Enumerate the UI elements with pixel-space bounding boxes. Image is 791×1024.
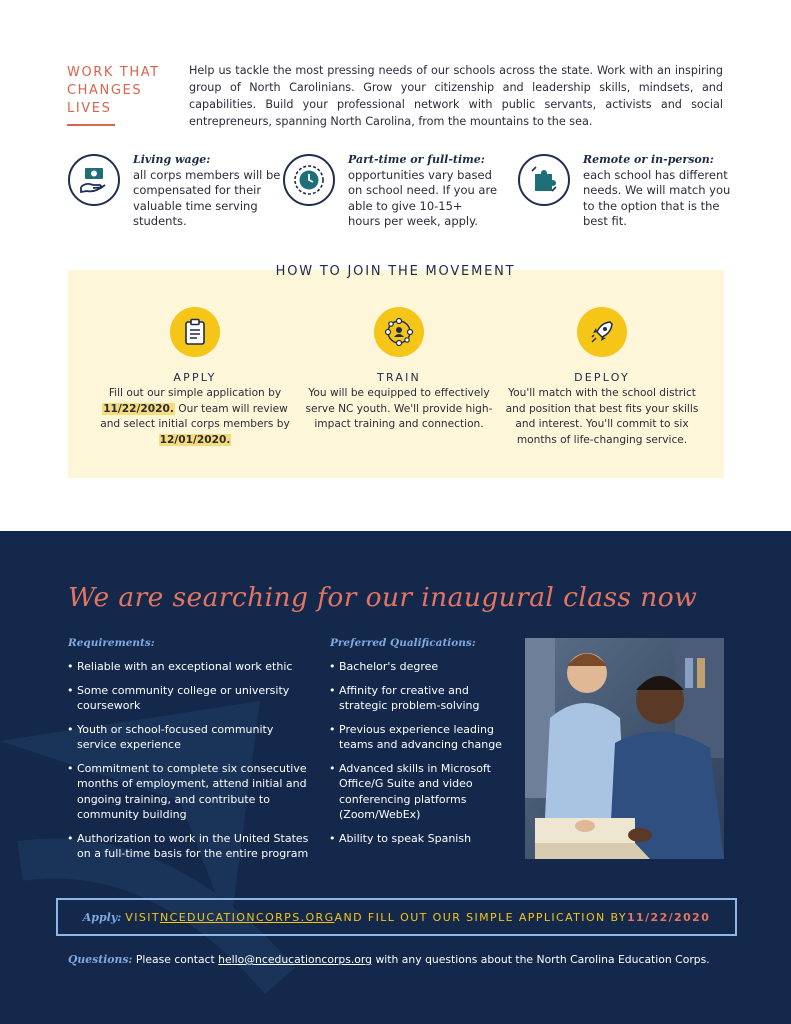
list-item: • Authorization to work in the United States on a full-time basis for the entire program [67, 831, 312, 862]
preferred-title: Preferred Qualifications: [330, 637, 476, 649]
list-item: • Advanced skills in Microsoft Office/G Suite and video conferencing platforms (Zoom/WebEx) [329, 761, 509, 823]
puzzle-icon [518, 154, 570, 206]
step-train [299, 307, 499, 433]
feature-title: Remote or in-person: [583, 153, 714, 166]
feature-title: Living wage: [133, 153, 211, 166]
preferred-list [329, 659, 509, 854]
heading-line: LIVES [67, 101, 112, 116]
network-icon [374, 307, 424, 357]
email-link[interactable]: hello@nceducationcorps.org [218, 953, 373, 966]
feature-text [348, 152, 498, 230]
cta-label: Apply: [82, 910, 122, 924]
step-text: Fill out our simple application by [108, 387, 282, 399]
requirements-list [67, 659, 312, 870]
step-title: TRAIN [377, 371, 421, 384]
feature-remote [518, 152, 733, 234]
step-description: You'll match with the school district and position that best fits your skills and interest. You'll commit to six months of life-changing service. [505, 387, 699, 446]
recruit-headline: We are searching for our inaugural class now [68, 582, 698, 613]
questions-label: Questions: [68, 953, 133, 966]
step-description [95, 386, 295, 448]
feature-description: all corps members will be compensated for their valuable time serving students. [133, 167, 281, 228]
step-apply [95, 307, 295, 448]
list-item: • Youth or school-focused community service experience [67, 722, 312, 753]
step-title: DEPLOY [574, 371, 630, 384]
heading-underline [67, 124, 115, 126]
questions-text: Please contact [132, 953, 219, 966]
feature-description: opportunities vary based on school need. If you are able to give 10-15+ hours per week, apply. [348, 167, 498, 228]
list-item: • Some community college or university coursework [67, 683, 312, 714]
list-item: • Ability to speak Spanish [329, 831, 509, 847]
questions-line [68, 953, 728, 966]
step-title: APPLY [173, 371, 217, 384]
cta-deadline: 11/22/2020 [627, 910, 711, 924]
feature-living-wage [68, 152, 283, 234]
heading-line: WORK THAT [67, 65, 160, 80]
feature-part-time [283, 152, 498, 234]
list-item: • Affinity for creative and strategic problem-solving [329, 683, 509, 714]
rocket-icon [577, 307, 627, 357]
feature-text [583, 152, 733, 230]
list-item: • Reliable with an exceptional work ethic [67, 659, 312, 675]
list-item: • Bachelor's degree [329, 659, 509, 675]
money-hand-icon [68, 154, 120, 206]
questions-text: with any questions about the North Carolina Education Corps. [372, 953, 710, 966]
apply-cta-box [56, 898, 737, 936]
step-deploy [502, 307, 702, 448]
heading-line: CHANGES [67, 83, 143, 98]
selection-date: 12/01/2020. [159, 433, 231, 446]
step-description: You will be equipped to effectively serve NC youth. We'll provide high-impact training and connection. [305, 387, 493, 430]
step-text: Our team will review and select initial corps members by [100, 402, 290, 430]
feature-description: each school has different needs. We will match you to the option that is the best fit. [583, 167, 731, 228]
list-item: • Commitment to complete six consecutive months of employment, attend initial and ongoing training, and contribute to community building [67, 761, 312, 823]
cta-text: VISIT [125, 910, 160, 924]
intro-paragraph: Help us tackle the most pressing needs of our schools across the state. Work with an inspiring group of North Carolinians. Grow your citizenship and leadership skills, mindsets, and capabilities. Build your professional network with public servants, activists and social entrepreneurs, spanning North Carolina, from the mountains to the sea. [189, 64, 723, 128]
feature-text [133, 152, 283, 230]
section-heading [67, 64, 177, 118]
feature-title: Part-time or full-time: [348, 153, 485, 166]
requirements-title: Requirements: [68, 637, 155, 649]
list-item: • Previous experience leading teams and advancing change [329, 722, 509, 753]
apply-deadline: 11/22/2020. [103, 402, 174, 415]
clipboard-icon [170, 307, 220, 357]
website-link[interactable]: NCEDUCATIONCORPS.ORG [160, 910, 335, 924]
join-title: HOW TO JOIN THE MOVEMENT [275, 264, 516, 279]
clock-icon [283, 154, 335, 206]
students-photo [525, 638, 724, 859]
cta-text: AND FILL OUT OUR SIMPLE APPLICATION BY [334, 910, 627, 924]
